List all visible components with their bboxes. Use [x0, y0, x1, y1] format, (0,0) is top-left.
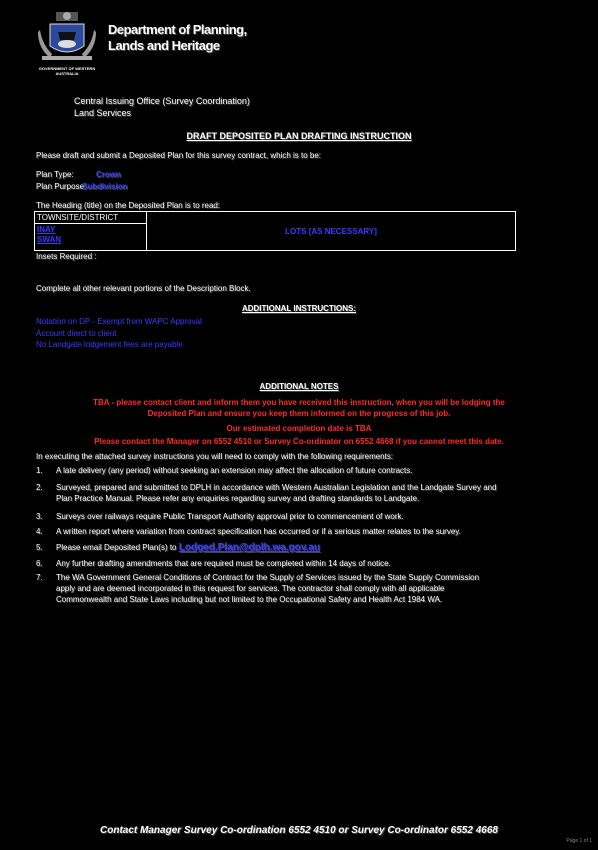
wa-government-crest: [36, 10, 98, 78]
lodged-plan-email-link[interactable]: Lodged.Plan@dplh.wa.gov.au: [178, 542, 320, 553]
plan-type-label: Plan Type:: [36, 170, 74, 179]
requirements-intro: In executing the attached survey instructions you will need to comply with the following requirements:: [36, 452, 394, 461]
townsite-value-2: SWAN: [37, 235, 61, 244]
tba-line-2: Deposited Plan and ensure you keep them informed on the progress of this job.: [147, 409, 451, 418]
instruction-line-3: No Landgate lodgement fees are payable: [36, 340, 183, 349]
department-name-line2: Lands and Heritage: [108, 38, 220, 53]
additional-instructions-list: [36, 316, 202, 351]
footer-contact: Contact Manager Survey Co-ordination 6552 4510 or Survey Co-ordinator 6552 4668: [100, 825, 498, 836]
crest-caption: GOVERNMENT OF WESTERN AUSTRALIA: [38, 66, 96, 76]
complete-description: Complete all other relevant portions of the Description Block.: [36, 284, 251, 293]
insets-required: Insets Required :: [36, 252, 97, 261]
plan-type-row: [36, 170, 121, 180]
townsite-value-1: INAY: [37, 225, 56, 234]
tba-notice: [0, 397, 598, 419]
issuing-office: [74, 95, 250, 119]
intro-text: Please draft and submit a Deposited Plan for this survey contract, which is to be:: [36, 151, 322, 160]
tba-line-1: TBA - please contact client and inform them you have received this instruction, when you will be lodging the: [93, 398, 505, 407]
plan-purpose-label: Plan Purpose:: [36, 182, 87, 191]
plan-purpose-value: Subdivision: [82, 182, 128, 191]
plan-purpose-row: [36, 182, 236, 192]
plan-heading-table: [34, 211, 516, 251]
plan-type-value: Crown: [96, 170, 121, 179]
contact-notice: Please contact the Manager on 6552 4510 or Survey Co-ordinator on 6552 4668 if you cannot meet this date.: [94, 437, 504, 446]
office-line1: Central Issuing Office (Survey Coordination): [74, 96, 250, 106]
additional-instructions-heading: ADDITIONAL INSTRUCTIONS:: [241, 304, 357, 313]
instruction-line-2: Account direct to client: [36, 328, 117, 338]
estimated-completion: Our estimated completion date is TBA: [226, 424, 372, 433]
office-line2: Land Services: [74, 108, 132, 118]
table-townsite-values: [35, 224, 147, 251]
document-title: DRAFT DEPOSITED PLAN DRAFTING INSTRUCTION: [186, 131, 412, 141]
instruction-line-1: Notation on DP - Exempt from WAPC Approval: [36, 317, 202, 326]
page-marker: Page 1 of 1: [566, 838, 592, 844]
additional-notes-heading: ADDITIONAL NOTES: [259, 382, 339, 391]
department-name: [108, 22, 308, 54]
table-header-townsite: TOWNSITE/DISTRICT: [35, 212, 147, 224]
department-name-line1: Department of Planning,: [108, 22, 247, 37]
table-lots-value: LOTS [AS NECESSARY]: [147, 212, 516, 251]
heading-instruction: The Heading (title) on the Deposited Plan is to read:: [36, 201, 221, 210]
